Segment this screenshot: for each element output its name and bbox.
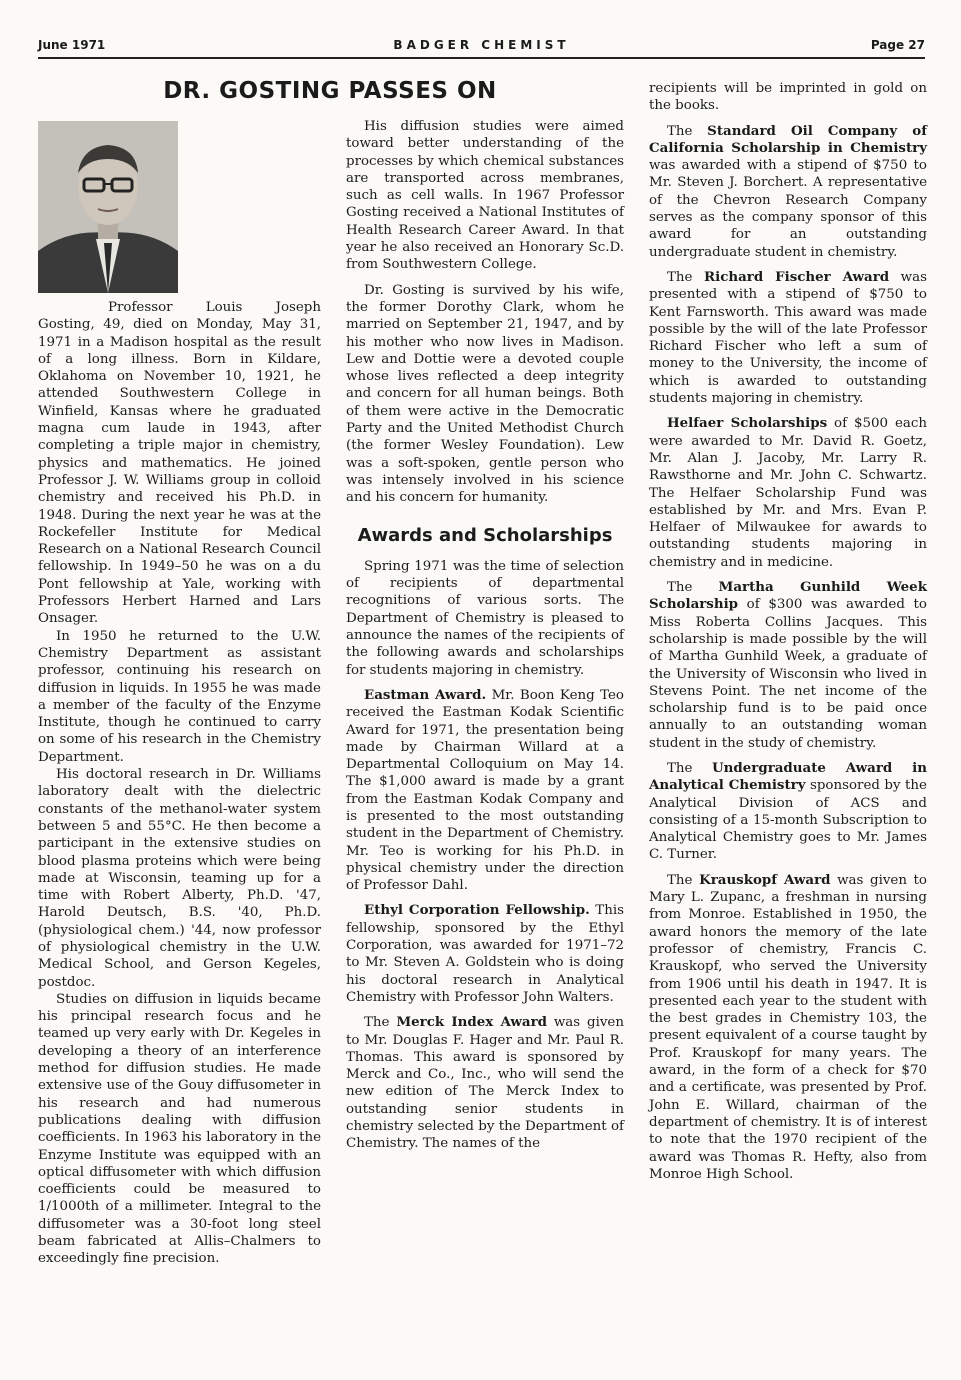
obituary-paragraph: Professor Louis Joseph Gosting, 49, died on Monday, May 31, 1971 in a Madison hospital as the result of a long illness. Born in Kildare, Oklahoma on November 10, 1921, he attended Southwestern College in Winfield, Kansas where he graduated magna cum laude in 1943, after completing a triple major in chemistry, physics and mathematics. He joined Professor J. W. Williams group in colloid chemistry and received his Ph.D. in 1948. During the next year he was at the Rockefeller Institute for Medical Research on a National Research Council fellowship. In 1949–50 he was on a du Pont fellowship at Yale, working with Professors Herbert Harned and Lars Onsager.: [38, 300, 321, 627]
portrait-icon: [38, 121, 178, 293]
award-merck-continued: recipients will be imprinted in gold on the books.: [649, 81, 927, 114]
award-name: Krauskopf Award: [699, 871, 831, 888]
obituary-paragraph: Dr. Gosting is survived by his wife, the former Dorothy Clark, whom he married on September 21, 1947, and by his mother who now lives in Madison. Lew and Dottie were a devoted couple whose lives reflected a deep integrity and concern for all human beings. Both of them were active in the Democratic Party and the United Methodist Church (the former Wesley Foundation). Lew was a soft-spoken, gentle person who was intensely involved in his science and his concern for humanity.: [346, 282, 624, 506]
award-name: Undergraduate Award in Analytical Chemistry: [649, 759, 927, 794]
obituary-paragraph: Studies on diffusion in liquids became his principal research focus and he teamed up very early with Dr. Kegeles in developing a theory of an interference method for diffusion studies. He made extensive use of the Gouy diffusometer in his research and had numerous publications dealing with diffusion coefficients. In 1963 his laboratory in the Enzyme Institute was equipped with an optical diffusometer with which diffusion coefficients could be measured to 1/1000th of a millimeter. Integral to the diffusometer was a 30-foot long steel beam fabricated at Allis–Chalmers to exceedingly fine precision.: [38, 991, 321, 1267]
column-1: [38, 118, 321, 1268]
page-header: [38, 38, 925, 56]
award-standard-oil: The Standard Oil Company of California Scholarship in Chemistry was awarded with a stipend of $750 to Mr. Steven J. Borchert. A representative of the Chevron Research Company serves as the company sponsor of this award for an outstanding undergraduate student in chemistry.: [649, 122, 927, 260]
award-merck: The Merck Index Award was given to Mr. Douglas F. Hager and Mr. Paul R. Thomas. This award is sponsored by Merck and Co., Inc., who will send the new edition of The Merck Index to outstanding senior students in chemistry selected by the Department of Chemistry. The names of the: [346, 1014, 624, 1152]
award-name: Helfaer Scholarships: [667, 415, 828, 432]
award-ethyl: Ethyl Corporation Fellowship. This fellowship, sponsored by the Ethyl Corporation, was awarded for 1971–72 to Mr. Steven A. Goldstein who is doing his doctoral research in Analytical Chemistry with Professor John Walters.: [346, 902, 624, 1005]
award-name: Richard Fischer Award: [704, 268, 890, 285]
article-title: DR. GOSTING PASSES ON: [163, 78, 497, 104]
award-name: Eastman Award.: [364, 686, 487, 703]
obituary-paragraph: His doctoral research in Dr. Williams laboratory dealt with the dielectric constants of the methanol-water system between 5 and 55°C. He then become a participant in the extensive studies on blood plasma proteins which were being made at Wisconsin, teaming up for a time with Robert Alberty, Ph.D. '47, Harold Deutsch, B.S. '40, Ph.D. (physiological chem.) '44, now professor of physiological chemistry in the U.W. Medical School, and Gerson Kegeles, postdoc.: [38, 767, 321, 990]
award-name: Merck Index Award: [396, 1014, 547, 1031]
award-name: Ethyl Corporation Fellowship.: [364, 902, 590, 919]
obituary-paragraph: His diffusion studies were aimed toward better understanding of the processes by which chemical substances are transported across membranes, such as cell walls. In 1967 Professor Gosting received a National Institutes of Health Research Career Award. In that year he also received an Honorary Sc.D. from Southwestern College.: [346, 119, 624, 273]
award-krauskopf: The Krauskopf Award was given to Mary L. Zupanc, a freshman in nursing from Monroe. Established in 1950, the award honors the memory of the late professor of chemistry, Francis C. Krauskopf, who served the University from 1906 until his death in 1947. It is presented each year to the student with the best grades in Chemistry 103, the present equivalent of a course taught by Prof. Krauskopf for many years. The award, in the form of a check for $70 and a certificate, was presented by Prof. John E. Willard, chairman of the department of chemistry. It is of interest to note that the 1970 recipient of the award was Thomas R. Hefty, also from Monroe High School.: [649, 871, 927, 1182]
award-week: The Martha Gunhild Week Scholarship of $300 was awarded to Miss Roberta Collins Jacques. This scholarship is made possible by the will of Martha Gunhild Week, a graduate of the University of Wisconsin who lived in Stevens Point. The net income of the scholarship fund is to be paid once annually to an outstanding woman student in the study of chemistry.: [649, 579, 927, 751]
award-fischer: The Richard Fischer Award was presented with a stipend of $750 to Kent Farnsworth. This award was made possible by the will of the late Professor Richard Fischer who left a sum of money to the University, the income of which is awarded to outstanding students majoring in chemistry.: [649, 268, 927, 407]
obituary-paragraph: In 1950 he returned to the U.W. Chemistry Department as assistant professor, continuing his research on diffusion in liquids. In 1955 he was made a member of the faculty of the Enzyme Institute, though he continued to carry on some of his research in the Chemistry Department.: [38, 628, 321, 765]
award-eastman: Eastman Award. Mr. Boon Keng Teo received the Eastman Kodak Scientific Award for 1971, the presentation being made by Chairman Willard at a Departmental Colloquium on May 14. The $1,000 award is made by a grant from the Eastman Kodak Company and is presented to the most outstanding student in the Department of Chemistry. Mr. Teo is working for his Ph.D. in physical chemistry under the direction of Professor Dahl.: [346, 686, 624, 894]
portrait-photo: [38, 121, 178, 293]
issue-date: June 1971: [38, 38, 106, 52]
publication-name: BADGER CHEMIST: [393, 38, 570, 52]
column-3: [649, 80, 927, 1183]
award-name: Standard Oil Company of California Scholarship in Chemistry: [649, 122, 927, 156]
award-name: Martha Gunhild Week Scholarship: [649, 579, 927, 613]
header-rule: [38, 57, 925, 59]
award-undergraduate: The Undergraduate Award in Analytical Chemistry sponsored by the Analytical Division of ACS and consisting of a 15-month Subscription to Analytical Chemistry goes to Mr. James C. Turner.: [649, 759, 927, 863]
award-helfaer: Helfaer Scholarships of $500 each were awarded to Mr. David R. Goetz, Mr. Alan J. Jacoby, Mr. Larry R. Rawsthorne and Mr. John C. Schwartz. The Helfaer Scholarship Fund was established by Mr. and Mrs. Evan P. Helfaer of Milwaukee for awards to outstanding students majoring in chemistry and in medicine.: [649, 415, 927, 570]
page-number: Page 27: [870, 38, 925, 52]
column-2: [346, 118, 624, 1153]
awards-intro: Spring 1971 was the time of selection of recipients of departmental recognitions of various sorts. The Department of Chemistry is pleased to announce the names of the recipients of the following awards and scholarships for students majoring in chemistry.: [346, 558, 624, 678]
awards-heading: Awards and Scholarships: [357, 524, 613, 546]
